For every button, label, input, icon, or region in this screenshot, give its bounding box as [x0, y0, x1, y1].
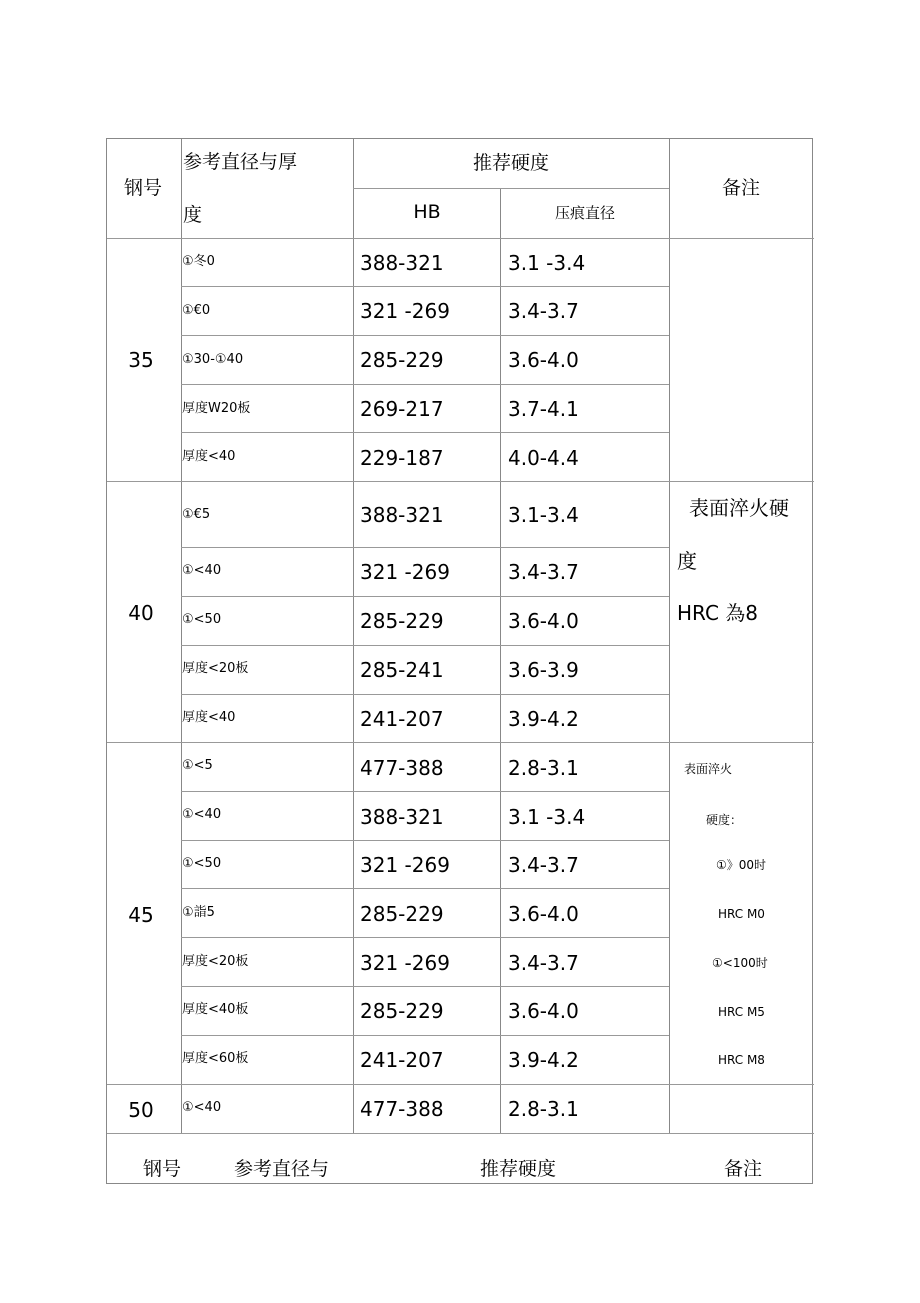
remarks-text: ①<100时 [712, 956, 768, 970]
grade-cell: 45 [128, 903, 154, 927]
header-steel-grade: 钢号 [124, 177, 163, 199]
grid-line [181, 286, 669, 287]
hb-cell: 285-229 [360, 999, 444, 1023]
indent-cell: 3.6-4.0 [508, 609, 579, 633]
indent-cell: 3.7-4.1 [508, 397, 579, 421]
hb-cell: 388-321 [360, 805, 444, 829]
grade-cell: 40 [128, 601, 154, 625]
header-ref-diameter-line2: 度 [183, 204, 203, 226]
grid-line [353, 188, 669, 189]
indent-cell: 3.4-3.7 [508, 299, 579, 323]
indent-cell: 3.6-4.0 [508, 348, 579, 372]
indent-cell: 2.8-3.1 [508, 1097, 579, 1121]
footer-ref-diameter: 参考直径与 [234, 1158, 330, 1180]
grid-line [107, 238, 814, 239]
remarks-text: 表面淬火 [684, 762, 733, 776]
indent-cell: 3.4-3.7 [508, 951, 579, 975]
indent-cell: 3.9-4.2 [508, 707, 579, 731]
hb-cell: 388-321 [360, 251, 444, 275]
grid-line [181, 986, 669, 987]
grade-cell: 35 [128, 348, 154, 372]
grid-line [181, 937, 669, 938]
header-remarks: 备注 [721, 177, 761, 199]
ref-cell: ①<50 [182, 856, 222, 871]
hb-cell: 321 -269 [360, 951, 450, 975]
grid-line [500, 188, 501, 1133]
footer-recommended-hardness: 推荐硬度 [479, 1158, 557, 1180]
grid-line [181, 335, 669, 336]
ref-cell: 厚度<60板 [182, 1051, 249, 1066]
header-hb: HB [413, 201, 441, 223]
grid-line [181, 547, 669, 548]
grid-line [107, 742, 814, 743]
hb-cell: 229-187 [360, 446, 444, 470]
footer-remarks: 备注 [723, 1158, 763, 1180]
hardness-table [106, 138, 813, 1184]
ref-cell: ①冬0 [182, 254, 215, 269]
ref-cell: 厚度<20板 [182, 954, 249, 969]
ref-cell: ①詣5 [182, 905, 215, 920]
hb-cell: 477-388 [360, 1097, 444, 1121]
indent-cell: 3.6-4.0 [508, 999, 579, 1023]
indent-cell: 3.1 -3.4 [508, 805, 586, 829]
hb-cell: 321 -269 [360, 560, 450, 584]
remarks-text: HRC M0 [718, 907, 765, 921]
grid-line [353, 139, 354, 1133]
hb-cell: 241-207 [360, 1048, 444, 1072]
indent-cell: 3.4-3.7 [508, 853, 579, 877]
header-recommended-hardness: 推荐硬度 [472, 152, 550, 174]
grid-line [181, 694, 669, 695]
ref-cell: ①€5 [182, 507, 211, 522]
ref-cell: 厚度<40板 [182, 1002, 249, 1017]
remarks-text: 硬度： [706, 813, 743, 827]
grid-line [181, 596, 669, 597]
indent-cell: 3.6-4.0 [508, 902, 579, 926]
hb-cell: 285-241 [360, 658, 444, 682]
ref-cell: 厚度W20板 [182, 401, 251, 416]
ref-cell: 厚度<40 [182, 449, 236, 464]
ref-cell: ①<50 [182, 612, 222, 627]
grade-cell: 50 [128, 1098, 154, 1122]
indent-cell: 2.8-3.1 [508, 756, 579, 780]
remarks-text: HRC 為8 [677, 601, 758, 625]
indent-cell: 3.1-3.4 [508, 503, 579, 527]
ref-cell: ①<40 [182, 563, 222, 578]
grid-line [181, 791, 669, 792]
hb-cell: 285-229 [360, 609, 444, 633]
grid-line [669, 139, 670, 1133]
ref-cell: 厚度<20板 [182, 661, 249, 676]
ref-cell: ①€0 [182, 303, 211, 318]
remarks-text: 表面淬火硬 [689, 496, 789, 520]
ref-cell: ①<5 [182, 758, 213, 773]
remarks-text: HRC M8 [718, 1053, 765, 1067]
remarks-text: 度 [677, 549, 697, 573]
indent-cell: 3.6-3.9 [508, 658, 579, 682]
ref-cell: ①<40 [182, 1100, 222, 1115]
grid-line [181, 432, 669, 433]
grid-line [107, 481, 814, 482]
hb-cell: 285-229 [360, 348, 444, 372]
grid-line [181, 1035, 669, 1036]
grid-line [107, 1133, 814, 1134]
indent-cell: 4.0-4.4 [508, 446, 579, 470]
ref-cell: ①<40 [182, 807, 222, 822]
grid-line [181, 139, 182, 1133]
header-ref-diameter-line1: 参考直径与厚 [183, 151, 298, 173]
hb-cell: 388-321 [360, 503, 444, 527]
hb-cell: 285-229 [360, 902, 444, 926]
grid-line [181, 888, 669, 889]
hb-cell: 477-388 [360, 756, 444, 780]
grid-line [181, 840, 669, 841]
grid-line [107, 1084, 814, 1085]
footer-steel-grade: 钢号 [143, 1158, 182, 1180]
hb-cell: 321 -269 [360, 853, 450, 877]
hb-cell: 241-207 [360, 707, 444, 731]
grid-line [181, 384, 669, 385]
indent-cell: 3.1 -3.4 [508, 251, 586, 275]
hb-cell: 269-217 [360, 397, 444, 421]
hb-cell: 321 -269 [360, 299, 450, 323]
header-indent-diameter: 压痕直径 [554, 204, 616, 222]
remarks-text: HRC M5 [718, 1005, 765, 1019]
indent-cell: 3.9-4.2 [508, 1048, 579, 1072]
remarks-text: ①》00时 [716, 858, 767, 872]
indent-cell: 3.4-3.7 [508, 560, 579, 584]
ref-cell: ①30-①40 [182, 352, 244, 367]
grid-line [181, 645, 669, 646]
ref-cell: 厚度<40 [182, 710, 236, 725]
